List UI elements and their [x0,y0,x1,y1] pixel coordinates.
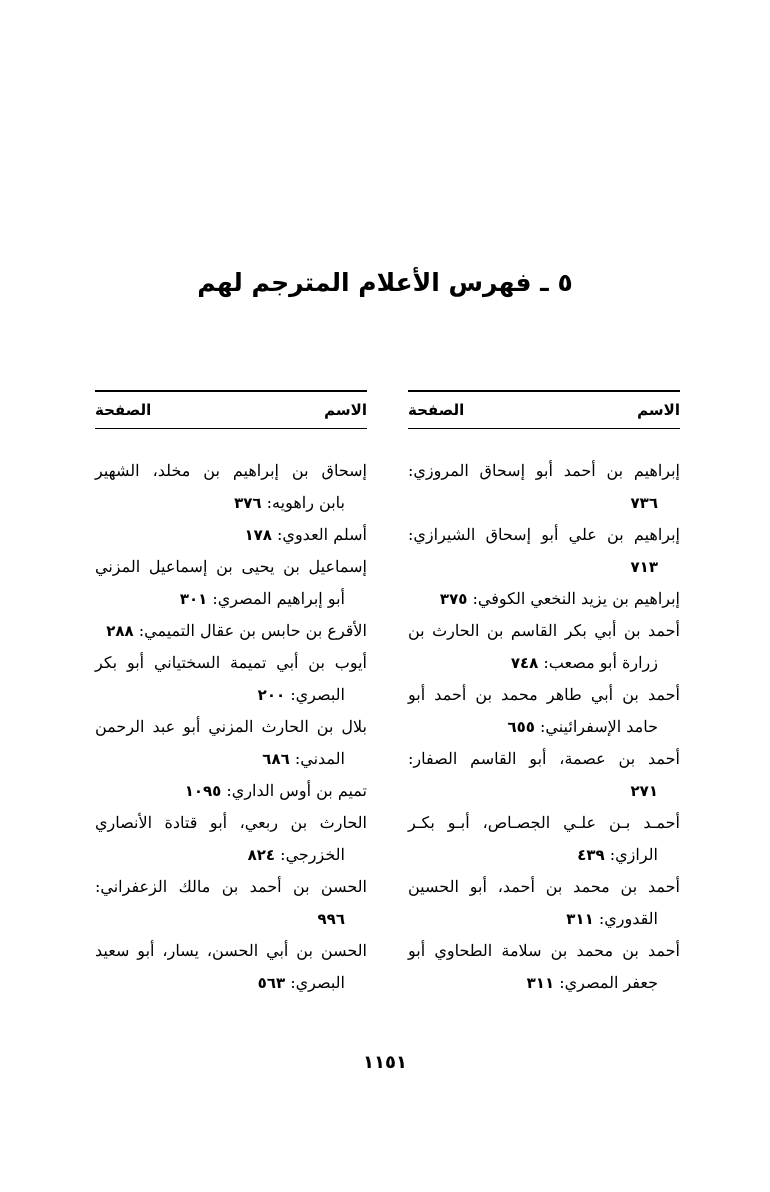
entry-page: ٤٣٩ [577,846,605,864]
entry-page: ١٠٩٥ [184,782,222,800]
index-entry [408,679,680,743]
entry-continuation [408,903,680,935]
entry-name: إسماعيل بن يحيى بن إسماعيل المزني [95,557,367,576]
page-number: ١١٥١ [363,1052,407,1073]
entry-continuation [95,487,367,519]
header-rule [95,428,367,429]
index-entry [408,743,680,807]
entry-name: أحمد بن محمد بن سلامة الطحاوي أبو [408,941,680,960]
entry-name-cont: أبو إبراهيم المصري: [207,589,345,608]
header-name: الاسم [324,401,367,419]
page-title: ٥ ـ فهرس الأعلام المترجم لهم [197,268,573,297]
index-entry [408,455,680,519]
entry-name-cont: البصري: [285,685,345,704]
entry-name-cont: حامد الإسفرائيني: [534,717,658,736]
index-entry [95,807,367,871]
entry-name: أسلم العدوي: ١٧٨ [244,525,367,544]
entry-page: ٢٠٠ [257,686,286,704]
entry-name-cont: القدوري: [593,909,658,928]
entry-name-cont: جعفر المصري: [554,973,658,992]
entry-continuation [95,839,367,871]
entry-name-cont: بابن راهويه: [261,493,345,512]
index-entry [95,519,367,551]
entry-page: ١٧٨ [244,526,272,544]
header-page: الصفحة [408,401,465,419]
entry-continuation [95,967,367,999]
entry-page: ٧٣٦ [630,494,658,512]
index-entry [95,871,367,935]
entry-page: ٧١٣ [630,558,658,576]
entry-name: الأقرع بن حابس بن عقال التميمي: ٢٨٨ [106,621,367,640]
entry-name: الحسن بن أبي الحسن، يسار، أبو سعيد [95,941,367,960]
index-column-left [95,390,367,999]
entry-name: إبراهيم بن يزيد النخعي الكوفي: ٣٧٥ [439,589,680,608]
entry-continuation [408,551,680,583]
entry-name: أحمد بن محمد بن أحمد، أبو الحسين [408,877,680,896]
entry-name: أحمد بن أبي بكر القاسم بن الحارث بن [408,621,680,640]
entry-continuation [408,775,680,807]
column-header [95,392,367,428]
entry-page: ٣١١ [566,910,594,928]
index-entry [408,871,680,935]
entry-page: ٧٤٨ [510,654,539,672]
index-entry [408,519,680,583]
entry-name: أحمد بن عصمة، أبو القاسم الصفار: [408,749,680,768]
entry-name: بلال بن الحارث المزني أبو عبد الرحمن [95,717,367,736]
index-entry [95,935,367,999]
entry-continuation [408,839,680,871]
entry-name: الحارث بن ربعي، أبو قتادة الأنصاري [95,813,367,832]
entries-right [408,455,680,999]
entry-name: إسحاق بن إبراهيم بن مخلد، الشهير [95,461,367,480]
entry-continuation [95,743,367,775]
entry-page: ٣١١ [526,974,555,992]
header-page: الصفحة [95,401,152,419]
index-entry [95,615,367,647]
entry-page: ٣٧٦ [234,494,262,512]
entry-page: ٣٠١ [179,590,208,608]
entries-left [95,455,367,999]
entry-name: أحمـد بـن علـي الجصـاص، أبـو بكـر [408,813,680,832]
entry-continuation [95,583,367,615]
entry-page: ٩٩٦ [317,910,345,928]
index-entry [95,455,367,519]
entry-name: الحسن بن أحمد بن مالك الزعفراني: [95,877,367,896]
entry-continuation [408,487,680,519]
index-entry [95,775,367,807]
entry-continuation [408,711,680,743]
index-entry [408,935,680,999]
entry-page: ٦٥٥ [507,718,535,736]
index-entry [408,615,680,679]
entry-continuation [95,679,367,711]
entry-page: ٣٧٥ [439,590,468,608]
entry-page: ٦٨٦ [262,750,290,768]
entry-continuation [408,647,680,679]
entry-name-cont: المدني: [289,749,345,768]
index-entry [95,551,367,615]
entry-name-cont: البصري: [285,973,345,992]
entry-name: تميم بن أوس الداري: ١٠٩٥ [184,781,367,800]
entry-continuation [408,967,680,999]
index-entry [95,647,367,711]
entry-page: ٢٧١ [630,782,658,800]
index-column-right [408,390,680,999]
column-header [408,392,680,428]
entry-page: ٢٨٨ [106,622,134,640]
entry-page: ٨٢٤ [247,846,276,864]
entry-name-cont: الخزرجي: [275,845,345,864]
header-name: الاسم [637,401,680,419]
entry-page: ٥٦٣ [257,974,286,992]
entry-name-cont: الرازي: [604,845,658,864]
entry-continuation [95,903,367,935]
entry-name-cont: زرارة أبو مصعب: [538,653,658,672]
entry-name: إبراهيم بن علي أبو إسحاق الشيرازي: [408,525,680,544]
index-entry [95,711,367,775]
entry-name: إبراهيم بن أحمد أبو إسحاق المروزي: [408,461,680,480]
entry-name: أحمد بن أبي طاهر محمد بن أحمد أبو [408,685,680,704]
header-rule [408,428,680,429]
index-entry [408,807,680,871]
entry-name: أيوب بن أبي تميمة السختياني أبو بكر [95,653,367,672]
index-entry [408,583,680,615]
